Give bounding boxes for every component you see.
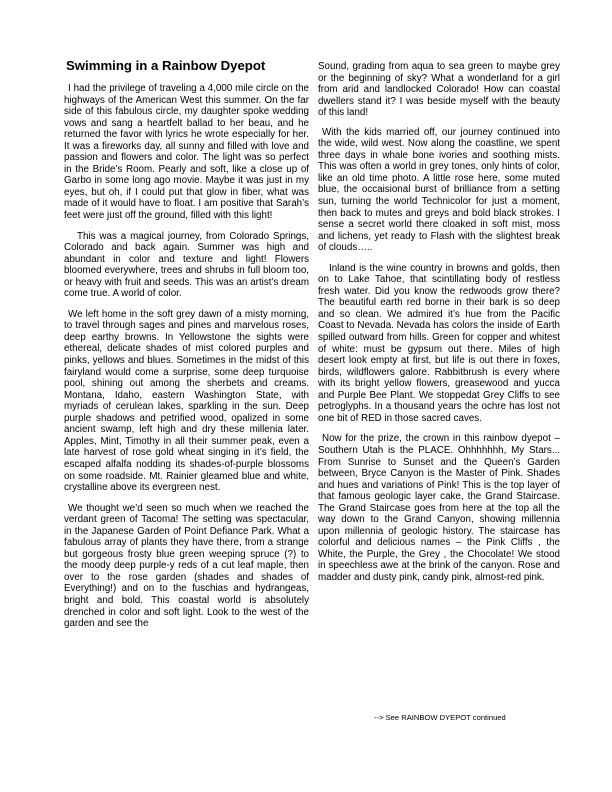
- continued-link[interactable]: --> See RAINBOW DYEPOT continued: [374, 713, 506, 722]
- right-column: [318, 61, 560, 593]
- article-paragraph: Inland is the wine country in browns and golds, then on to Lake Tahoe, that scintillating body of restless fresh water. Did you know the redwoods grow there? The beautiful earth red borne in their bark is so deep and so clean. We admired it’s hue from the Pacific Coast to Nevada. Nevada has colors the inside of Earth spilled outward from hills. Green for copper and whitest of white: must be gypsum out there. Miles of high desert look empty at first, but life is out there in foxes, birds, wildflowers galore. Rabbitbrush is every where with its bright yellow flowers, greasewood and yucca and Purple Bee Plant. We stoppedat Grey Cliffs to see petroglyphs. In a thousand years the ochre has lost not one bit of RED in those sacred caves.: [318, 262, 560, 424]
- article-paragraph: This was a magical journey, from Colorado Springs, Colorado and back again. Summer was high and abundant in color and texture and light! Flowers bloomed everywhere, trees and shrubs in full bloom too, or heavy with fruit and seeds. This was an artist’s dream come true. A world of color.: [64, 230, 309, 300]
- article-paragraph: We left home in the soft grey dawn of a misty morning, to travel through sages and pines and marvelous roses, deep earthy browns. In Yellowstone the sights were ethereal, delicate shades of mist colored purples and pinks, yellows and blues. Sometimes in the midst of this fairyland would come a surprise, some deep turquoise pool, shining out among the sherbets and creams. Montana, Idaho, eastern Washington State, with myriads of cerulean lakes, sparkling in the sun. Deep purple shadows and petrified wood, opalized in some ancient swamp, left high and dry these millenia later. Apples, Mint, Timothy in all their summer peak, even a late harvest of rose gold wheat singing in it’s field, the escaped alfalfa nodding its shades-of-purple blossoms on some roadside. Mt. Rainier gleamed blue and white, crystalline above its evergreen nest.: [64, 308, 309, 494]
- left-column: [64, 58, 309, 638]
- article-title: Swimming in a Rainbow Dyepot: [66, 58, 266, 73]
- article-paragraph: I had the privilege of traveling a 4,000 mile circle on the highways of the American West this summer. On the far side of this fabulous circle, my daughter spoke wedding vows and sang a heartfelt ballad to her beau, and he returned the favor with lyrics he wrote especially for her. It was a fireworks day, all sunny and filled with love and passion and flowers and color. The light was so perfect in the Bride’s Room. Pearly and soft, like a close up of Garbo in some long ago movie. Maybe it was just in my eyes, but oh, if I could put that glow in fiber, what was made of it would have to float. I am positive that Sarah’s feet were just off the ground, filled with this light!: [64, 83, 309, 222]
- article-paragraph: Now for the prize, the crown in this rainbow dyepot – Southern Utah is the PLACE. Ohhhhhhh, My Stars... From Sunrise to Sunset and the Queen’s Garden between, Bryce Canyon is the Master of Pink. Shades and hues and variations of Pink! This is the top layer of that famous geologic layer cake, the Grand Staircase. The Grand Staircase goes from here at the top all the way down to the Grand Canyon, showing millennia upon millennia of geologic history. The staircase has colorful and delicious names – the Pink Cliffs , the White, the Purple, the Grey , the Chocolate! We stood in speechless awe at the brink of the canyon. Rose and madder and dusty pink, candy pink, almost-red pink.: [318, 433, 560, 583]
- article-paragraph: We thought we’d seen so much when we reached the verdant green of Tacoma! The setting was spectacular, in the Japanese Garden of Point Defiance Park. What a fabulous array of plants they have there, from a strange but gorgeous frosty blue green weeping spruce (?) to the moody deep purple-y reds of a cut leaf maple, then over to the rose garden (shades and shades of Everything!) and on to the fuschias and hydrangeas, bright and bold. This coastal world is absolutely drenched in color and soft light. Look to the west of the garden and see the: [64, 502, 309, 630]
- article-paragraph: Sound, grading from aqua to sea green to maybe grey or the beginning of sky? What a wonderland for a girl from arid and landlocked Colorado! How can coastal dwellers stand it? I was beside myself with the beauty of this land!: [318, 61, 560, 119]
- article-paragraph: With the kids married off, our journey continued into the wide, wild west. Now along the coastline, we spent three days in whale bone ivories and soothing mists. This was often a world in grey tones, only hints of color, like an old time photo. A little rose here, some muted blue, the occaisional burst of brilliance from a setting sun, turning the world Technicolor for just a moment, then back to mutes and greys and bold black strokes. I sense a secret world there cloaked in soft mist, moss and lichens, yet ready to Flash with the slightest break of clouds…..: [318, 126, 560, 254]
